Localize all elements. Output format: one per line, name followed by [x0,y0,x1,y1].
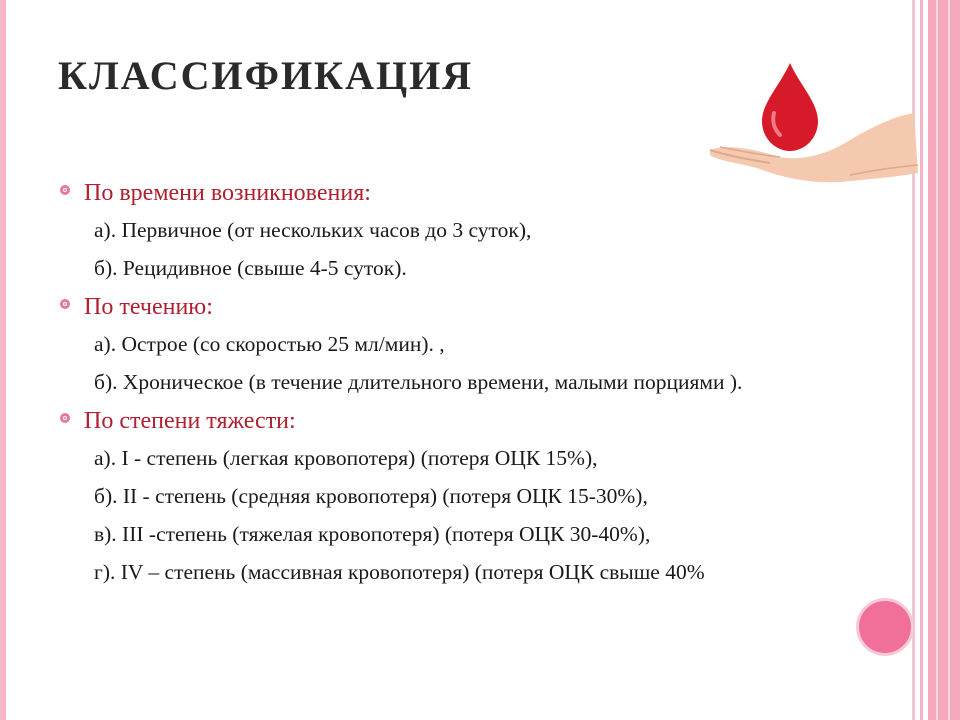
section-heading: По течению: [60,292,850,322]
slide-title: КЛАССИФИКАЦИЯ [58,53,474,98]
hand-with-blood-drop-icon [700,55,920,195]
blood-drop-icon [762,63,818,151]
list-item: б). Хроническое (в течение длительного времени, малыми порциями ). [94,370,743,394]
bullet-icon [60,185,70,195]
pink-circle-icon [856,598,914,656]
list-item: а). Первичное (от нескольких часов до 3 суток), [94,218,532,242]
section-heading: По времени возникновения: [60,178,850,208]
left-border [0,0,6,720]
bullet-icon [60,299,70,309]
bullet-icon [60,413,70,423]
list-item: б). II - степень (средняя кровопотеря) (потеря ОЦК 15-30%), [94,484,648,508]
list-item: в). III -степень (тяжелая кровопотеря) (потеря ОЦК 30-40%), [94,522,651,546]
section-heading: По степени тяжести: [60,406,850,436]
classification-list [60,178,850,596]
list-item: г). IV – степень (массивная кровопотеря) (потеря ОЦК свыше 40% [94,560,705,584]
list-item: а). Острое (со скоростью 25 мл/мин). , [94,332,445,356]
list-item: а). I - степень (легкая кровопотеря) (потеря ОЦК 15%), [94,446,598,470]
list-item: б). Рецидивное (свыше 4-5 суток). [94,256,407,280]
